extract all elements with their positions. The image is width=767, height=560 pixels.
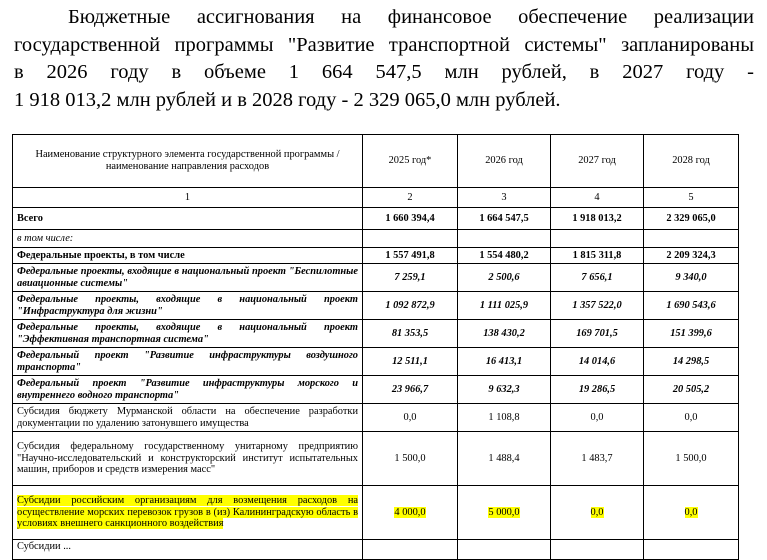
intro-line: в 2026 году в объеме 1 664 547,5 млн рублей, в 2027 году - bbox=[14, 61, 754, 83]
cell-value: 0,0 bbox=[363, 404, 458, 432]
column-index: 2 bbox=[363, 188, 458, 208]
column-header-2027: 2027 год bbox=[551, 135, 644, 188]
row-name: Субсидия федеральному государственному унитарному предприятию "Научно-исследовательский и конструкторский институт испытательных машин, приборов и средств измерения масс" bbox=[13, 432, 363, 486]
column-index: 4 bbox=[551, 188, 644, 208]
cell-value: 16 413,1 bbox=[458, 348, 551, 376]
table-row bbox=[13, 320, 739, 348]
cell-value: 1 357 522,0 bbox=[551, 292, 644, 320]
cell-value: 1 500,0 bbox=[644, 432, 739, 486]
table-row bbox=[13, 264, 739, 292]
table-row bbox=[13, 248, 739, 264]
cell-value bbox=[644, 540, 739, 560]
column-header-2025: 2025 год* bbox=[363, 135, 458, 188]
table-row-highlighted bbox=[13, 486, 739, 540]
row-name: Субсидия бюджету Мурманской области на обеспечение разработки документации по удалению затонувшего имущества bbox=[13, 404, 363, 432]
cell-value: 138 430,2 bbox=[458, 320, 551, 348]
cell-value bbox=[363, 230, 458, 248]
cell-value: 1 488,4 bbox=[458, 432, 551, 486]
cell-value: 4 000,0 bbox=[394, 506, 426, 518]
budget-table bbox=[12, 134, 739, 560]
cell-value: 1 660 394,4 bbox=[363, 208, 458, 230]
column-index: 3 bbox=[458, 188, 551, 208]
table-row bbox=[13, 404, 739, 432]
column-index: 1 bbox=[13, 188, 363, 208]
cell-value: 151 399,6 bbox=[644, 320, 739, 348]
cell-value: 20 505,2 bbox=[644, 376, 739, 404]
cell-value: 0,0 bbox=[551, 404, 644, 432]
cell-value: 2 209 324,3 bbox=[644, 248, 739, 264]
cell-value bbox=[458, 230, 551, 248]
cell-value: 0,0 bbox=[684, 506, 698, 518]
column-header-2026: 2026 год bbox=[458, 135, 551, 188]
cell-value: 23 966,7 bbox=[363, 376, 458, 404]
cell-value bbox=[551, 540, 644, 560]
cell-value: 5 000,0 bbox=[488, 506, 520, 518]
row-name: Федеральные проекты, входящие в национальный проект "Беспилотные авиационные системы" bbox=[13, 264, 363, 292]
row-name: Федеральный проект "Развитие инфраструктуры воздушного транспорта" bbox=[13, 348, 363, 376]
cell-value: 1 111 025,9 bbox=[458, 292, 551, 320]
row-name: Федеральные проекты, в том числе bbox=[13, 248, 363, 264]
cell-value: 9 632,3 bbox=[458, 376, 551, 404]
table-header-row bbox=[13, 135, 739, 188]
cell-value: 2 329 065,0 bbox=[644, 208, 739, 230]
cell-value: 9 340,0 bbox=[644, 264, 739, 292]
cell-value: 7 259,1 bbox=[363, 264, 458, 292]
intro-line: государственной программы "Развитие транспортной системы" запланированы bbox=[14, 33, 754, 56]
cell-value: 81 353,5 bbox=[363, 320, 458, 348]
row-name: Субсидии ... bbox=[13, 540, 363, 560]
cell-value bbox=[551, 230, 644, 248]
cell-value: 1 554 480,2 bbox=[458, 248, 551, 264]
cell-value: 1 557 491,8 bbox=[363, 248, 458, 264]
column-index-row bbox=[13, 188, 739, 208]
intro-line: 1 918 013,2 млн рублей и в 2028 году - 2 329 065,0 млн рублей. bbox=[14, 88, 561, 111]
cell-value: 1 664 547,5 bbox=[458, 208, 551, 230]
table-row bbox=[13, 376, 739, 404]
table-row bbox=[13, 348, 739, 376]
cell-value: 1 690 543,6 bbox=[644, 292, 739, 320]
cell-value: 12 511,1 bbox=[363, 348, 458, 376]
cell-value: 1 092 872,9 bbox=[363, 292, 458, 320]
row-name: в том числе: bbox=[13, 230, 363, 248]
cell-value: 19 286,5 bbox=[551, 376, 644, 404]
table-row bbox=[13, 540, 739, 560]
cell-value: 1 500,0 bbox=[363, 432, 458, 486]
table-row bbox=[13, 432, 739, 486]
row-name: Субсидии российским организациям для возмещения расходов на осуществление морских перевозок грузов в (из) Калининградскую область в условиях внешнего санкционного воздействия bbox=[17, 494, 358, 530]
cell-value: 14 014,6 bbox=[551, 348, 644, 376]
row-name: Всего bbox=[13, 208, 363, 230]
cell-value: 7 656,1 bbox=[551, 264, 644, 292]
column-index: 5 bbox=[644, 188, 739, 208]
table-row bbox=[13, 230, 739, 248]
cell-value bbox=[363, 540, 458, 560]
table-row bbox=[13, 208, 739, 230]
cell-value: 0,0 bbox=[590, 506, 604, 518]
column-header-name: Наименование структурного элемента государственной программы / наименование направления расходов bbox=[13, 135, 363, 188]
table-row bbox=[13, 292, 739, 320]
intro-paragraph bbox=[14, 4, 754, 114]
cell-value: 0,0 bbox=[644, 404, 739, 432]
column-header-2028: 2028 год bbox=[644, 135, 739, 188]
cell-value: 2 500,6 bbox=[458, 264, 551, 292]
row-name: Федеральные проекты, входящие в национальный проект "Инфраструктура для жизни" bbox=[13, 292, 363, 320]
row-name: Федеральные проекты, входящие в национальный проект "Эффективная транспортная система" bbox=[13, 320, 363, 348]
intro-line: Бюджетные ассигнования на финансовое обеспечение реализации bbox=[68, 6, 754, 28]
cell-value: 14 298,5 bbox=[644, 348, 739, 376]
cell-value: 1 918 013,2 bbox=[551, 208, 644, 230]
cell-value: 1 108,8 bbox=[458, 404, 551, 432]
cell-value bbox=[644, 230, 739, 248]
cell-value bbox=[458, 540, 551, 560]
cell-value: 1 483,7 bbox=[551, 432, 644, 486]
row-name: Федеральный проект "Развитие инфраструктуры морского и внутреннего водного транспорта" bbox=[13, 376, 363, 404]
cell-value: 1 815 311,8 bbox=[551, 248, 644, 264]
cell-value: 169 701,5 bbox=[551, 320, 644, 348]
